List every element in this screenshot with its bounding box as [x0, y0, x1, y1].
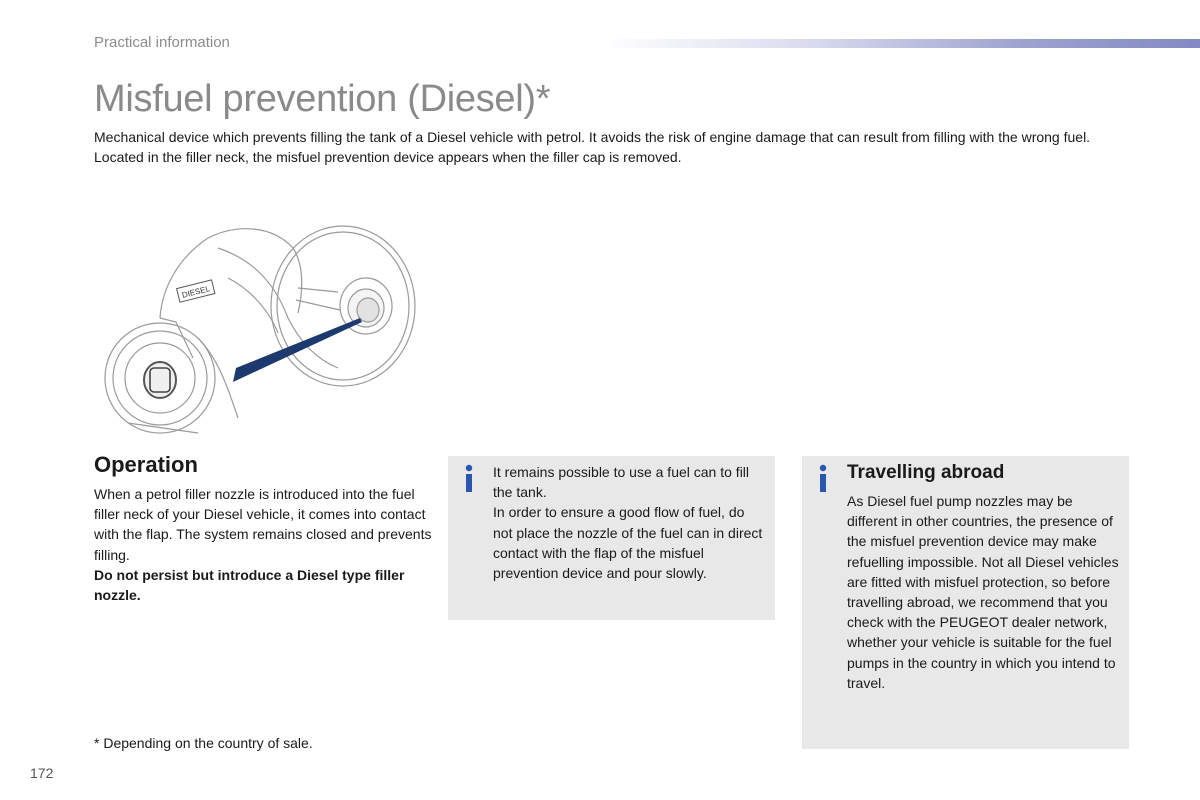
operation-warning: Do not persist but introduce a Diesel type filler nozzle. — [94, 566, 405, 604]
info-box-travelling-abroad — [802, 456, 1129, 749]
operation-body: When a petrol filler nozzle is introduced into the fuel filler neck of your Diesel vehicle, it comes into contact with the flap. The system remains closed and prevents filling. — [94, 486, 432, 563]
travelling-abroad-body: As Diesel fuel pump nozzles may be different in other countries, the presence of the misfuel prevention device may make refuelling impossible. Not all Diesel vehicles are fitted with misfuel protection, so before travelling abroad, we recommend that you check with the PEUGEOT dealer network, whether your vehicle is suitable for the fuel pumps in the country in which you intend to travel. — [847, 493, 1119, 691]
intro-text — [94, 127, 1104, 167]
diesel-label: DIESEL — [181, 284, 211, 300]
pointer-arrow — [233, 318, 362, 382]
info-box-fuel-can — [448, 456, 775, 620]
footnote: * Depending on the country of sale. — [94, 735, 313, 751]
intro-paragraph-2: Located in the filler neck, the misfuel prevention device appears when the filler cap is removed. — [94, 149, 682, 165]
operation-heading: Operation — [94, 452, 198, 477]
travelling-abroad-heading: Travelling abroad — [847, 462, 1005, 483]
page-title: Misfuel prevention (Diesel)* — [94, 78, 551, 120]
info-icon — [462, 464, 476, 494]
info-box-1-line-1: It remains possible to use a fuel can to fill the tank. — [493, 464, 750, 501]
intro-paragraph-1: Mechanical device which prevents filling the tank of a Diesel vehicle with petrol. It avoids the risk of engine damage that can result from filling with the wrong fuel. — [94, 129, 1091, 145]
fuel-filler-illustration — [98, 218, 424, 438]
info-box-1-line-2: In order to ensure a good flow of fuel, do not place the nozzle of the fuel can in direct contact with the flap of the misfuel prevention device and pour slowly. — [493, 504, 763, 582]
info-icon — [816, 464, 830, 494]
operation-section — [94, 452, 434, 605]
page-number: 172 — [30, 765, 54, 781]
section-label: Practical information — [94, 34, 230, 51]
header-decorative-bar — [600, 39, 1200, 48]
